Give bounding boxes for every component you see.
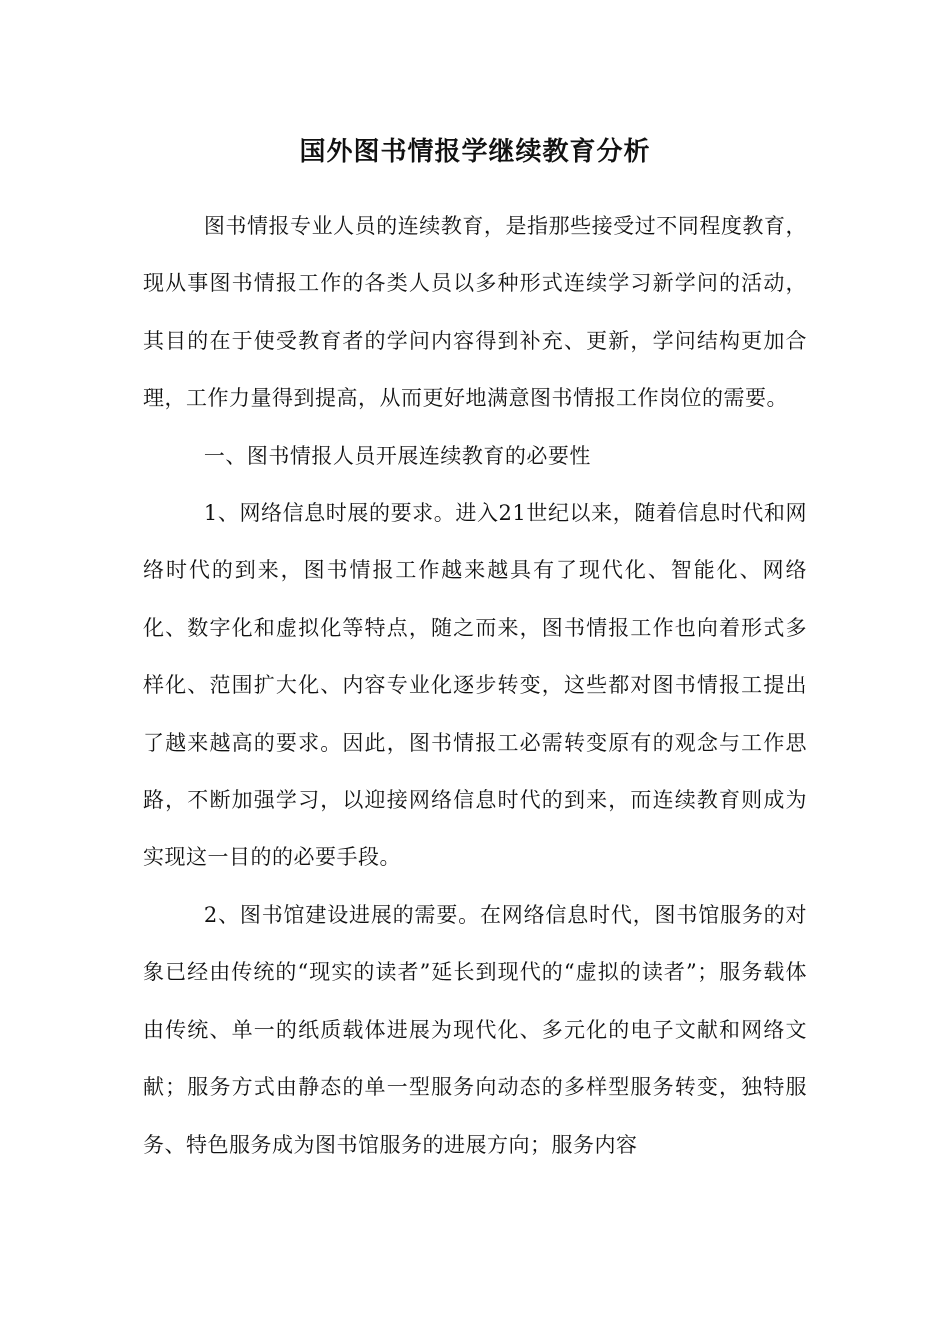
paragraph-point-1: 1、网络信息时展的要求。进入21世纪以来，随着信息时代和网络时代的到来，图书情报工作越来越具有了现代化、智能化、网络化、数字化和虚拟化等特点，随之而来，图书情报工作也向着形式多样化、范围扩大化、内容专业化逐步转变，这些都对图书情报工提出了越来越高的要求。因此，图书情报工必需转变原有的观念与工作思路，不断加强学习，以迎接网络信息时代的到来，而连续教育则成为实现这一目的的必要手段。: [143, 501, 807, 870]
paragraph-intro: 图书情报专业人员的连续教育，是指那些接受过不同程度教育，现从事图书情报工作的各类人员以多种形式连续学习新学问的活动，其目的在于使受教育者的学问内容得到补充、更新，学问结构更加合理，工作力量得到提高，从而更好地满意图书情报工作岗位的需要。: [143, 214, 807, 411]
paragraph-point-2: 2、图书馆建设进展的需要。在网络信息时代，图书馆服务的对象已经由传统的“现实的读者”延长到现代的“虚拟的读者”；服务载体由传统、单一的纸质载体进展为现代化、多元化的电子文献和网络文献；服务方式由静态的单一型服务向动态的多样型服务转变，独特服务、特色服务成为图书馆服务的进展方向；服务内容: [143, 902, 807, 1157]
document-body: [143, 198, 807, 1174]
section-heading-1: 一、图书情报人员开展连续教育的必要性: [203, 443, 591, 468]
document-title: 国外图书情报学继续教育分析: [299, 137, 651, 167]
